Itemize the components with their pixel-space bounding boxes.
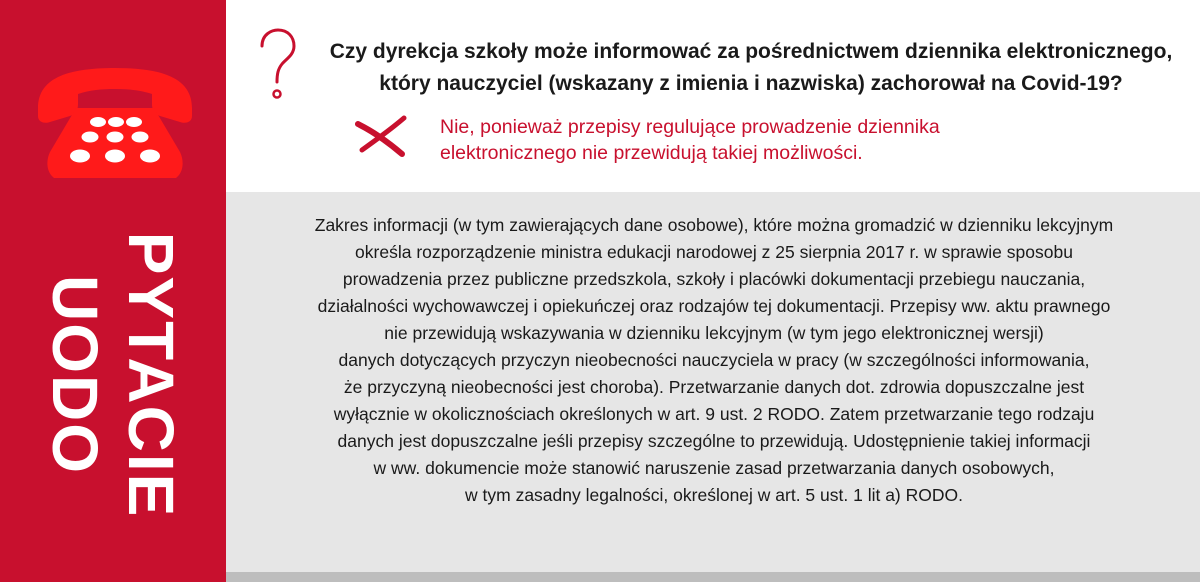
explanation-line: nie przewidują wskazywania w dzienniku lekcyjnym (w tym jego elektronicznej wersji): [384, 323, 1044, 343]
bottom-divider: [226, 572, 1200, 582]
explanation-line: w tym zasadny legalności, określonej w art. 5 ust. 1 lit a) RODO.: [465, 485, 963, 505]
content-panel: [226, 0, 1200, 582]
explanation-line: wyłącznie w okolicznościach określonych w art. 9 ust. 2 RODO. Zatem przetwarzanie tego rodzaju: [333, 404, 1095, 424]
explanation-line: Zakres informacji (w tym zawierających dane osobowe), które można gromadzić w dzienniku lekcyjnym: [314, 215, 1114, 235]
left-brand-panel: [0, 0, 226, 582]
title-line-1: PYTACIE: [115, 231, 187, 519]
x-mark-icon: [354, 112, 408, 158]
explanation-line: danych jest dopuszczalne jeśli przepisy szczególne to przewidują. Udostępnienie takiej informacji: [337, 431, 1091, 451]
phone-icon: [32, 64, 198, 182]
explanation-text: [244, 212, 1184, 509]
question-section: [226, 0, 1200, 190]
question-text: Czy dyrekcja szkoły może informować za pośrednictwem dziennika elektronicznego, który nauczyciel (wskazany z imienia i nazwiska) zachorował na Covid-19?: [329, 40, 1173, 95]
explanation-line: działalności wychowawczej i opiekuńczej oraz rodzajów tej dokumentacji. Przepisy ww. aktu prawnego: [317, 296, 1111, 316]
explanation-line: w ww. dokumencie może stanowić naruszenie zasad przetwarzania danych osobowych,: [373, 458, 1055, 478]
explanation-line: danych dotyczących przyczyn nieobecności nauczyciela w pracy (w szczególności informowania,: [338, 350, 1090, 370]
question-mark-icon: [256, 28, 298, 100]
explanation-line: określa rozporządzenie ministra edukacji narodowej z 25 sierpnia 2017 r. w sprawie sposobu: [355, 242, 1073, 262]
explanation-section: [226, 192, 1200, 572]
vertical-title: [37, 232, 189, 519]
title-line-2: UODO: [39, 275, 111, 475]
explanation-line: że przyczyną nieobecności jest choroba). Przetwarzanie danych dot. zdrowia dopuszczalne jest: [343, 377, 1085, 397]
explanation-line: prowadzenia przez publiczne przedszkola, szkoły i placówki dokumentacji przebiegu nauczania,: [342, 269, 1086, 289]
answer-text: Nie, ponieważ przepisy regulujące prowadzenie dziennika elektronicznego nie przewidują takiej możliwości.: [440, 116, 940, 164]
